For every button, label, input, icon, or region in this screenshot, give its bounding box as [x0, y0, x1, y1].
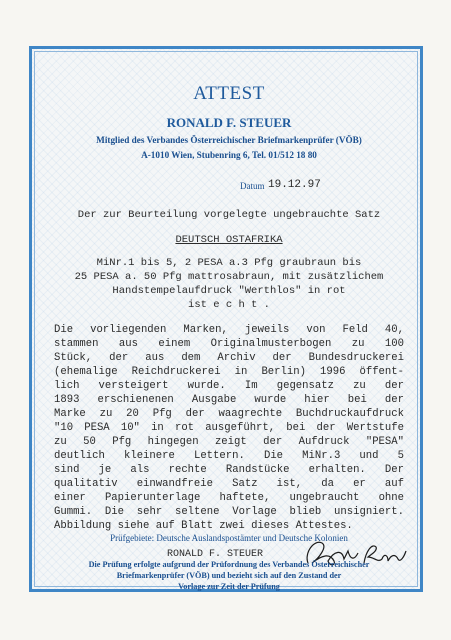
date-value: 19.12.97: [268, 179, 321, 191]
body-line: "10 PESA 10" in rot ausgeführt, bei der Wertstufe: [54, 422, 404, 434]
body-line: qualitativ einwandfreie Satz ist, da er auf: [54, 478, 404, 490]
description-line: 25 PESA a. 50 Pfg mattrosabraun, mit zusätzlichem: [74, 271, 384, 283]
body-line: deutlich kleinere Lettern. Die MiNr.3 und 5: [54, 450, 404, 462]
signer-name: RONALD F. STEUER: [167, 549, 264, 560]
description-line: ist e c h t .: [188, 299, 270, 311]
body-line: sind je als rechte Randstücke erhalten. Der: [54, 464, 404, 476]
body-line: stammen aus einem Originalmusterbogen zu 100: [54, 338, 404, 350]
examiner-name: RONALD F. STEUER: [166, 115, 292, 130]
description-line: MiNr.1 bis 5, 2 PESA a.3 Pfg graubraun bis: [96, 257, 362, 269]
body-line: (ehemalige Reichdruckerei in Berlin) 1996 öffent-: [54, 366, 404, 378]
membership-line: Mitglied des Verbandes Österreichischer Briefmarkenprüfer (VÖB): [96, 135, 362, 145]
certificate-title: ATTEST: [193, 83, 265, 104]
body-line: Die vorliegenden Marken, jeweils von Feld 40,: [54, 324, 404, 336]
footer-line: Vorlage zur Zeit der Prüfung: [178, 582, 280, 591]
description-line: Handstempelaufdruck "Werthlos" in rot: [112, 285, 346, 297]
body-line: lich versteigert wurde. Im gegensatz zu der: [54, 380, 404, 392]
body-line: 1893 erschienenen Ausgabe wurde hier bei der: [54, 394, 404, 406]
body-line: Marke zu 20 Pfg der waagrechte Buchdruckaufdruck: [54, 408, 404, 420]
body-line: zu 50 Pfg hingegen zeigt der Aufdruck "PESA": [54, 436, 404, 448]
address-line: A-1010 Wien, Stubenring 6, Tel. 01/512 18 80: [141, 150, 317, 160]
body-line: Stück, der aus dem Archiv der Bundesdruckerei: [54, 352, 404, 364]
country-heading: DEUTSCH OSTAFRIKA: [175, 234, 283, 246]
body-line: einer Papierunterlage haftete, ungebraucht ohne: [54, 492, 404, 504]
exam-areas: Prüfgebiete: Deutsche Auslandspostämter und Deutsche Kolonien: [110, 533, 348, 543]
certificate-frame: [29, 46, 423, 592]
footer-line: Briefmarkenprüfer (VÖB) und bezieht sich auf den Zustand der: [116, 571, 342, 580]
footer-line: Die Prüfung erfolgte aufgrund der Prüfordnung des Verbandes Österreichischer: [88, 560, 370, 569]
intro-line: Der zur Beurteilung vorgelegte ungebrauchte Satz: [77, 209, 381, 221]
body-line: Abbildung siehe auf Blatt zwei dieses Attestes.: [54, 520, 353, 532]
date-label: Datum: [240, 181, 265, 191]
body-line: Gummi. Die sehr seltene Vorlage blieb unsigniert.: [54, 506, 404, 518]
